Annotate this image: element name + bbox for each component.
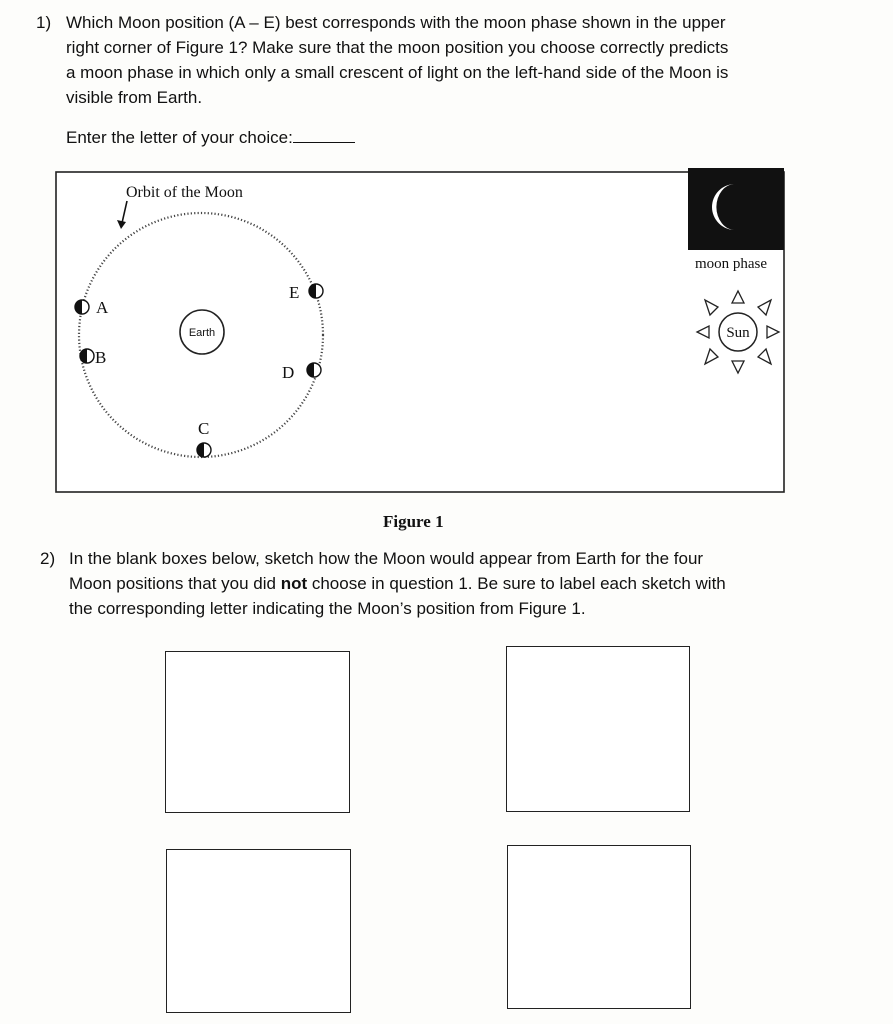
question-1-line: Which Moon position (A – E) best corresponds with the moon phase shown in the upper — [66, 13, 726, 32]
question-2-text — [69, 546, 726, 621]
moon-phase-panel — [688, 168, 784, 250]
answer-prompt: Enter the letter of your choice: — [66, 128, 293, 147]
moon-position-e — [309, 284, 323, 298]
orbit-label: Orbit of the Moon — [126, 184, 243, 201]
sketch-box-2[interactable] — [506, 646, 690, 812]
position-label-d: D — [282, 363, 295, 382]
question-2-text-part: Moon positions that you did — [69, 574, 281, 593]
figure-frame — [56, 172, 784, 492]
figure-1 — [55, 167, 785, 493]
moon-phase-label: moon phase — [694, 256, 768, 272]
position-label-e: E — [289, 283, 300, 302]
answer-blank[interactable] — [293, 126, 355, 143]
sketch-box-3[interactable] — [166, 849, 351, 1013]
question-2-line: the corresponding letter indicating the Moon’s position from Figure 1. — [69, 599, 586, 618]
sketch-box-4[interactable] — [507, 845, 691, 1009]
position-label-a: A — [96, 298, 109, 317]
question-2-number: 2) — [40, 549, 56, 568]
position-label-b: B — [95, 348, 107, 367]
earth-label: Earth — [188, 327, 216, 339]
figure-1-diagram — [55, 167, 785, 493]
moon-position-c — [197, 443, 211, 457]
question-2-line: In the blank boxes below, sketch how the Moon would appear from Earth for the four — [69, 549, 704, 568]
question-1-line: a moon phase in which only a small crescent of light on the left-hand side of the Moon is — [66, 63, 729, 82]
question-2-emphasis: not — [280, 574, 308, 593]
sun-label: Sun — [726, 325, 750, 341]
question-2-line — [69, 571, 726, 596]
moon-position-a — [75, 300, 89, 314]
question-1-number: 1) — [36, 13, 52, 32]
sketch-box-1[interactable] — [165, 651, 350, 813]
moon-position-b — [80, 349, 94, 363]
answer-prompt-row — [66, 126, 355, 148]
figure-caption: Figure 1 — [383, 512, 444, 531]
position-label-c: C — [198, 419, 210, 438]
question-1-line: right corner of Figure 1? Make sure that the moon position you choose correctly predicts — [66, 38, 729, 57]
question-1-line: visible from Earth. — [66, 88, 203, 107]
question-2-text-part: choose in question 1. Be sure to label each sketch with — [307, 574, 726, 593]
moon-position-d — [307, 363, 321, 377]
question-1-text — [66, 10, 728, 110]
